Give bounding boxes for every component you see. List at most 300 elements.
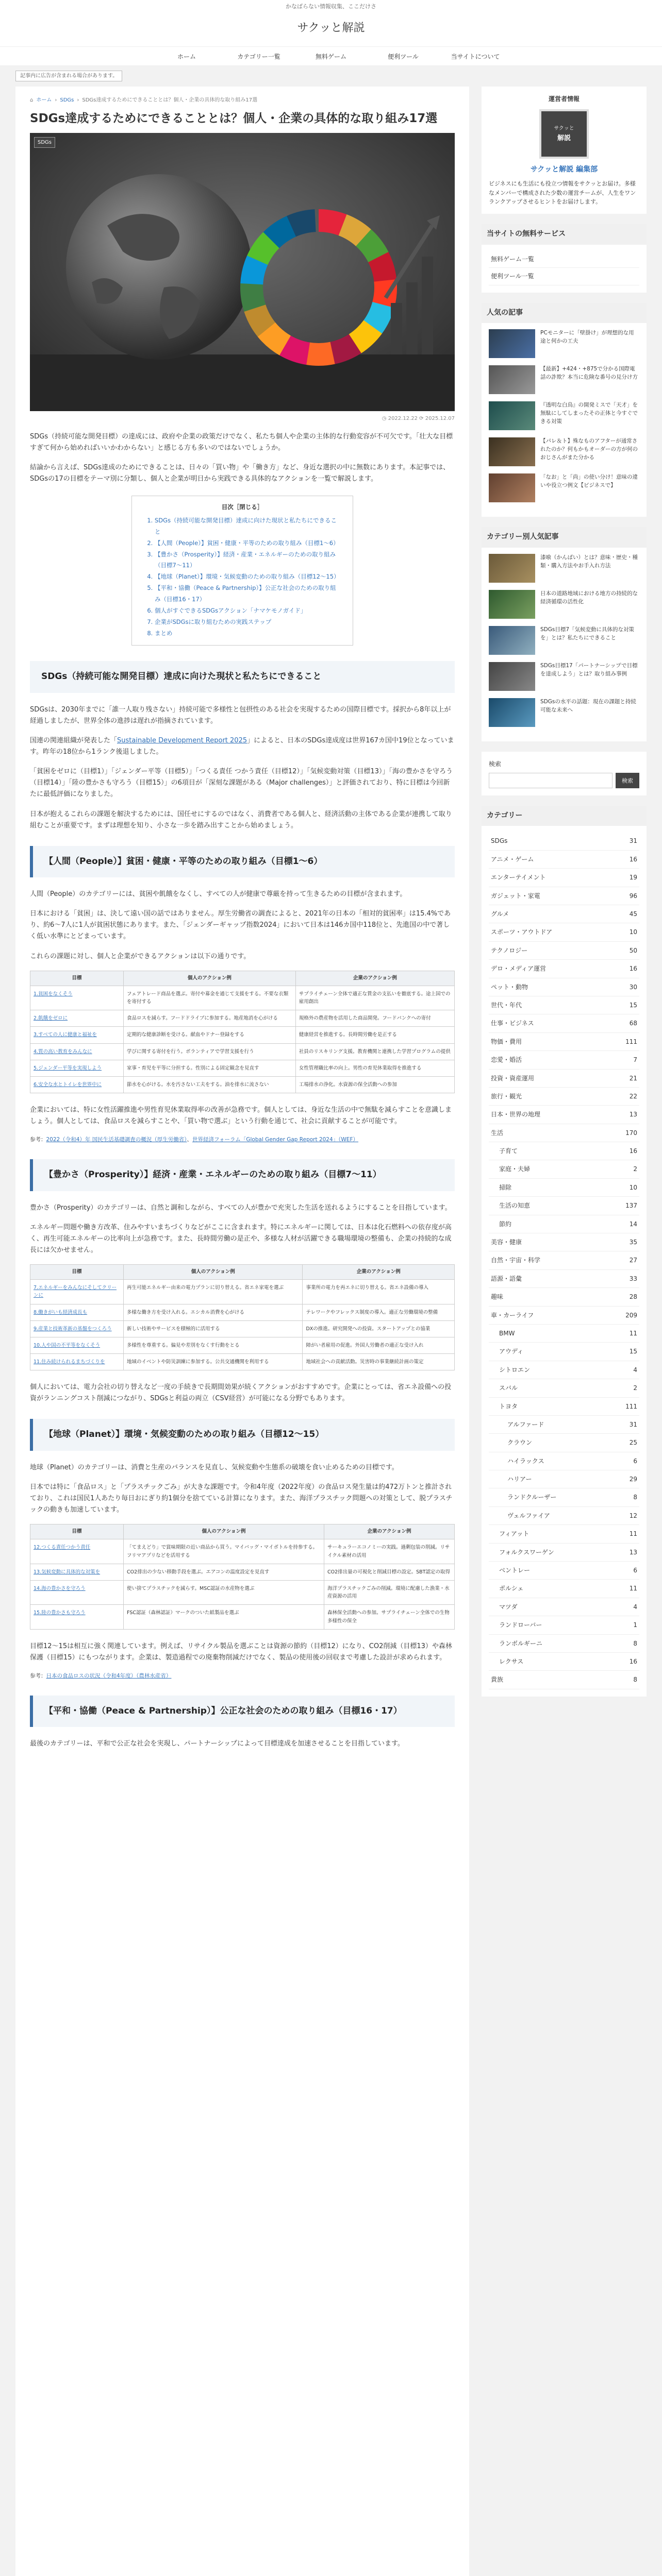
category-item[interactable] <box>489 1251 639 1269</box>
category-item[interactable] <box>489 1014 639 1032</box>
table-cell: 地域社会への貢献活動。災害時の事業継続計画の策定 <box>303 1354 455 1370</box>
category-name: SDGs <box>491 837 508 845</box>
category-item[interactable] <box>489 1398 639 1416</box>
table-cell: 森林保全活動への参加。サプライチェーン全体での生物多様性の保全 <box>324 1605 454 1629</box>
category-count: 25 <box>629 1439 637 1447</box>
post-thumbnail[interactable] <box>489 590 535 619</box>
list-item[interactable]: 漆喰（かんぱい）とは？意味・歴史・種類・購入方法やお手入れ方法 <box>489 554 639 583</box>
table-cell: 家事・育児を平等に分担する。性別による固定観念を見直す <box>124 1060 296 1076</box>
category-item[interactable] <box>489 1343 639 1361</box>
table-cell: 障がい者雇用の促進。外国人労働者の適正な受け入れ <box>303 1337 455 1353</box>
paragraph: エネルギー問題や働き方改革、住みやすいまちづくりなどがここに含まれます。特にエネルギーに関しては、日本は化石燃料への依存度が高く、再生可能エネルギーの比率向上が急務です。また、長時間労働の是正や、多様な人材が活躍できる職場環境の整備も、企業の持続的な成長には欠かせません。 <box>30 1223 452 1254</box>
section-heading: 【人間（People）】貧困・健康・平等のための取り組み（目標1〜6） <box>30 846 455 878</box>
home-icon: ⌂ <box>30 97 34 104</box>
post-thumbnail[interactable] <box>489 554 535 583</box>
category-posts-widget <box>482 527 647 741</box>
list-item[interactable]: 日本の道路地域における地方の持続的な経済循環の活性化 <box>489 590 639 619</box>
popular-posts-widget <box>482 303 647 517</box>
category-count: 16 <box>629 855 637 863</box>
paragraph: これらの課題に対し、個人と企業ができるアクションは以下の通りです。 <box>30 952 251 960</box>
category-count: 45 <box>629 910 637 918</box>
refresh-icon: ⟳ <box>419 416 424 422</box>
table-cell: フェアトレード商品を選ぶ。寄付や募金を通じて支援をする。不要な衣類を寄付する <box>124 986 296 1010</box>
list-item[interactable]: 【最新】+424・+875で分かる国際電話の詐欺？本当に危険な番号の見分け方 <box>489 365 639 394</box>
avatar: サクッと 解説 <box>539 109 589 159</box>
category-item[interactable] <box>489 1124 639 1142</box>
category-name: 投資・資産運用 <box>491 1074 535 1082</box>
toc-item[interactable]: 7. 企業がSDGsに取り組むための実践ステップ <box>155 617 341 628</box>
goal-link[interactable]: 1.貧困をなくそう <box>34 991 73 997</box>
table-cell: 健康経営を推進する。長時間労働を是正する <box>295 1027 454 1043</box>
category-item[interactable] <box>489 960 639 978</box>
category-count: 11 <box>629 1585 637 1592</box>
planet-actions-table <box>30 1524 455 1629</box>
source-link[interactable]: 日本の食品ロスの状況（令和4年度）（農林水産省） <box>46 1672 172 1679</box>
category-name: ハリアー <box>507 1476 532 1483</box>
table-header: 個人のアクション例 <box>124 971 296 986</box>
table-row <box>30 1337 455 1353</box>
category-name: 家庭・夫婦 <box>499 1165 531 1173</box>
table-row <box>30 1027 455 1043</box>
toc-item[interactable]: 5. 【平和・協働（Peace & Partnership）】公正な社会のための取り組み（目標16・17） <box>155 583 341 605</box>
list-item[interactable]: 「なお」と「尚」の使い分け！意味の違いや役立つ例文【ビジネスで】 <box>489 473 639 502</box>
table-header: 企業のアクション例 <box>295 971 454 986</box>
category-name: グルメ <box>491 910 509 918</box>
category-count: 28 <box>629 1293 637 1301</box>
category-item[interactable] <box>489 1288 639 1306</box>
profile-name[interactable]: サクッと解説 編集部 <box>530 165 598 174</box>
category-count: 209 <box>625 1311 637 1319</box>
category-count: 7 <box>633 1056 637 1064</box>
category-count: 22 <box>629 1092 637 1100</box>
category-name: 子育て <box>499 1147 518 1155</box>
category-name: ベントレー <box>499 1567 531 1574</box>
section-heading: 【豊かさ（Prosperity）】経済・産業・エネルギーのための取り組み（目標7〜11） <box>30 1159 455 1191</box>
category-name: ランドクルーザー <box>507 1494 557 1501</box>
table-row <box>30 1581 455 1605</box>
category-item[interactable] <box>489 1635 639 1653</box>
date-published: 2022.12.22 <box>388 416 418 422</box>
category-name: 自然・宇宙・科学 <box>491 1257 541 1264</box>
table-cell: 多様性を尊重する。偏見や差別をなくす行動をとる <box>124 1337 303 1353</box>
category-item[interactable] <box>489 996 639 1014</box>
goal-link[interactable]: 9.産業と技術革新の基盤をつくろう <box>34 1326 112 1332</box>
category-badge[interactable]: SDGs <box>34 137 55 148</box>
table-cell: 新しい技術やサービスを積極的に活用する <box>124 1320 303 1337</box>
table-cell: FSC認証（森林認証）マークのついた紙製品を選ぶ <box>124 1605 324 1629</box>
goal-link[interactable]: 2.飢餓をゼロに <box>34 1015 68 1022</box>
breadcrumb <box>30 96 455 105</box>
post-thumbnail[interactable] <box>489 365 535 394</box>
table-cell: 工場排水の浄化。水資源の保全活動への参加 <box>295 1076 454 1093</box>
category-count: 31 <box>629 1420 637 1428</box>
goal-link[interactable]: 4.質の高い教育をみんなに <box>34 1048 92 1055</box>
category-name: ペット・動物 <box>491 983 528 991</box>
toc-item[interactable]: 1. SDGs（持続可能な開発目標）達成に向けた現状と私たちにできること <box>155 515 341 538</box>
category-item[interactable] <box>489 1452 639 1470</box>
category-name: シトロエン <box>499 1366 531 1374</box>
category-name: フォルクスワーゲン <box>499 1548 554 1556</box>
source-link[interactable]: 世界経済フォーラム「Global Gender Gap Report 2024」（WEF） <box>192 1137 358 1143</box>
breadcrumb-current: SDGs達成するためにできることとは？個人・企業の具体的な取り組み17選 <box>82 97 258 104</box>
table-cell: 使い捨てプラスチックを減らす。MSC認証の水産物を選ぶ <box>124 1581 324 1605</box>
toc-item[interactable]: 8. まとめ <box>155 628 341 639</box>
global-nav <box>0 46 662 66</box>
category-name: 旅行・観光 <box>491 1092 522 1100</box>
category-name: 趣味 <box>491 1293 504 1301</box>
category-count: 8 <box>633 1494 637 1501</box>
goal-link[interactable]: 8.働きがいも経済成長も <box>34 1309 88 1315</box>
services-widget <box>482 224 647 293</box>
category-name: スポーツ・アウトドア <box>491 928 553 936</box>
breadcrumb-home[interactable]: ホーム <box>36 97 52 104</box>
profile-desc: ビジネスにも生活にも役立つ情報をサクッとお届け。多様なメンバーで構成された少数の運営チームが、人生をワンランクアップさせるヒントをお届けします。 <box>489 180 636 206</box>
widget-title: カテゴリー別人気記事 <box>482 527 647 548</box>
category-item[interactable] <box>489 1525 639 1543</box>
breadcrumb-category[interactable]: SDGs <box>60 97 74 104</box>
category-item[interactable] <box>489 1215 639 1233</box>
prosperity-actions-table <box>30 1264 455 1370</box>
ad-notice: 記事内に広告が含まれる場合があります。 <box>15 71 122 81</box>
category-item[interactable] <box>489 1580 639 1598</box>
category-name: アルファード <box>507 1420 544 1428</box>
eyecatch-image <box>30 133 455 411</box>
search-button[interactable]: 検索 <box>616 773 639 788</box>
sources: 参考：2022（令和4）年 国民生活基礎調査の概況（厚生労働省）、世界経済フォーラム「Global Gender Gap Report 2024」（WEF） <box>30 1137 358 1143</box>
category-item[interactable] <box>489 1653 639 1671</box>
category-count: 21 <box>629 1074 637 1082</box>
category-name: BMW <box>499 1329 515 1337</box>
table-header: 個人のアクション例 <box>124 1265 303 1280</box>
profile-widget <box>482 87 647 214</box>
category-count: 8 <box>633 1676 637 1684</box>
category-item[interactable] <box>489 1160 639 1178</box>
profile-heading: 運営者情報 <box>548 95 580 103</box>
table-cell: 「てまえどり」で賞味期限の近い商品から買う。マイバッグ・マイボトルを持参する。フリマアプリなどを活用する <box>124 1539 324 1564</box>
category-name: 生活 <box>491 1129 504 1137</box>
goal-link[interactable]: 5.ジェンダー平等を実現しよう <box>34 1065 102 1071</box>
table-row <box>30 1043 455 1060</box>
category-item[interactable] <box>489 1507 639 1525</box>
category-name: ガジェット・家電 <box>491 892 540 900</box>
category-name: デロ・メディア運営 <box>491 965 547 973</box>
category-count: 96 <box>629 892 637 900</box>
table-row <box>30 1354 455 1370</box>
nav-about[interactable]: 当サイトについて <box>451 53 500 60</box>
category-count: 15 <box>629 1348 637 1355</box>
toc-item[interactable]: 3. 【豊かさ（Prosperity）】経済・産業・エネルギーのための取り組み（目標7〜11） <box>155 549 341 572</box>
category-item[interactable] <box>489 1488 639 1506</box>
category-item[interactable] <box>489 1671 639 1689</box>
goal-link[interactable]: 12.つくる責任つかう責任 <box>34 1545 91 1551</box>
list-item[interactable]: SDGs目標17「パートナーシップで目標を達成しよう」とは？取り組み事例 <box>489 662 639 691</box>
categories-widget <box>482 806 647 1697</box>
category-name: テクノロジー <box>491 946 528 954</box>
category-count: 11 <box>629 1530 637 1538</box>
category-name: エンターテイメント <box>491 874 546 882</box>
category-count: 4 <box>633 1366 637 1374</box>
list-item[interactable]: SDGsの水平の話題：現在の課題と持続可能な未来へ <box>489 698 639 727</box>
post-thumbnail[interactable] <box>489 401 535 430</box>
category-count: 13 <box>629 1111 637 1118</box>
category-count: 16 <box>629 1658 637 1665</box>
category-count: 27 <box>629 1257 637 1264</box>
post-thumbnail[interactable] <box>489 662 535 691</box>
paragraph: 「貧困をゼロに（目標1）」「ジェンダー平等（目標5）」「つくる責任 つかう責任（目標12）」「気候変動対策（目標13）」「海の豊かさを守ろう（目標14）」「陸の豊かさも守ろう（目標15）」の6項目が「深刻な課題がある（Major challenges）」と評価されており、特に目標は今回新たに最低評価になりました。 <box>30 768 453 799</box>
service-link[interactable]: 便利ツール一覧 <box>489 268 639 285</box>
table-cell: 食品ロスを減らす。フードドライブに参加する。地産地消を心がける <box>124 1010 296 1027</box>
list-item[interactable]: 【パレ＆ト】殊なものアフターが通常されたのか？何もかもオーダーの方が何のおじさんがまた分かる <box>489 437 639 466</box>
table-header: 企業のアクション例 <box>303 1265 455 1280</box>
list-item[interactable]: PCモニターに「壁掛け」が理想的な用途と何かの工夫 <box>489 329 639 358</box>
category-item[interactable] <box>489 851 639 869</box>
category-name: 物価・費用 <box>491 1038 522 1045</box>
category-count: 4 <box>633 1603 637 1611</box>
nav-categories[interactable]: カテゴリー一覧 <box>237 53 280 60</box>
category-count: 30 <box>629 983 637 991</box>
category-name: 仕事・ビジネス <box>491 1020 534 1027</box>
category-name: ランドローバー <box>499 1621 542 1629</box>
category-name: マツダ <box>499 1603 518 1611</box>
category-name: 日本・世界の地理 <box>491 1111 541 1118</box>
category-name: 語源・語彙 <box>491 1275 522 1282</box>
table-header: 目標 <box>30 1265 124 1280</box>
post-thumbnail[interactable] <box>489 437 535 466</box>
table-row <box>30 986 455 1010</box>
post-thumbnail[interactable] <box>489 626 535 655</box>
table-cell: 学びに関する寄付を行う。ボランティアで学習支援を行う <box>124 1043 296 1060</box>
category-item[interactable] <box>489 1197 639 1215</box>
toc-item[interactable]: 4. 【地球（Planet）】環境・気候変動のための取り組み（目標12〜15） <box>155 571 341 583</box>
table-header: 目標 <box>30 1524 124 1539</box>
table-cell: 定期的な健康診断を受ける。献血やドナー登録をする <box>124 1027 296 1043</box>
page-title: SDGs達成するためにできることとは？個人・企業の具体的な取り組み17選 <box>30 112 438 126</box>
table-row <box>30 1010 455 1027</box>
category-name: 世代・年代 <box>491 1001 522 1009</box>
category-item[interactable] <box>489 869 639 887</box>
search-input[interactable] <box>489 773 613 788</box>
category-item[interactable] <box>489 1470 639 1488</box>
category-count: 111 <box>625 1402 637 1410</box>
table-row <box>30 1076 455 1093</box>
category-count: 10 <box>629 1183 637 1191</box>
category-item[interactable] <box>489 1233 639 1251</box>
category-item[interactable] <box>489 1070 639 1088</box>
category-item[interactable] <box>489 905 639 923</box>
category-name: 掃除 <box>499 1183 512 1191</box>
sources: 参考：日本の食品ロスの状況（令和4年度）（農林水産省） <box>30 1672 172 1679</box>
category-item[interactable] <box>489 978 639 996</box>
category-item[interactable] <box>489 1179 639 1197</box>
category-count: 10 <box>629 928 637 936</box>
service-link[interactable]: 無料ゲーム一覧 <box>489 251 639 268</box>
table-header: 個人のアクション例 <box>124 1524 324 1539</box>
nav-home[interactable]: ホーム <box>177 53 196 60</box>
category-item[interactable] <box>489 923 639 941</box>
category-name: ハイラックス <box>507 1457 544 1465</box>
category-item[interactable] <box>489 1562 639 1580</box>
goal-link[interactable]: 14.海の豊かさを守ろう <box>34 1586 86 1592</box>
section-heading: 【地球（Planet）】環境・気候変動のための取り組み（目標12〜15） <box>30 1419 455 1451</box>
category-name: フィアット <box>499 1530 529 1538</box>
paragraph: 国連の関連組織が発表した「Sustainable Development Report 2025」によると、日本のSDGs達成度は世界167カ国中19位となっています。昨年の18位から1ランク後退しました。 <box>30 737 454 756</box>
clock-icon: ◷ <box>382 416 387 422</box>
table-cell: DXの推進。研究開発への投資。スタートアップとの協業 <box>303 1320 455 1337</box>
category-item[interactable] <box>489 1379 639 1397</box>
category-name: 節約 <box>499 1220 512 1228</box>
toc-title[interactable]: 目次［閉じる］ <box>221 503 263 511</box>
table-cell: テレワークやフレックス制度の導入。適正な労働環境の整備 <box>303 1304 455 1320</box>
category-count: 15 <box>629 1001 637 1009</box>
table-cell: 節水を心がける。水を汚さない工夫をする。油を排水に流さない <box>124 1076 296 1093</box>
category-item[interactable] <box>489 887 639 905</box>
category-count: 2 <box>633 1165 637 1173</box>
toc-item[interactable]: 6. 個人がすぐできるSDGsアクション「ナマケモノガイド」 <box>155 605 341 617</box>
intro-paragraph-1: SDGs（持続可能な開発目標）の達成には、政府や企業の政策だけでなく、私たち個人や企業の主体的な行動変容が不可欠です。「壮大な目標すぎて何から始めればいいかわからない」と感じる方も多いのではないでしょうか。 <box>30 433 453 452</box>
category-count: 33 <box>629 1275 637 1282</box>
section-heading: SDGs（持続可能な開発目標）達成に向けた現状と私たちにできること <box>30 661 455 693</box>
category-count: 137 <box>625 1202 637 1210</box>
paragraph: 企業においては、特に女性活躍推進や男性育児休業取得率の改善が急務です。個人としては、身近な生活の中で無駄を減らすことを意識しましょう。個人としては、食品ロスを減らすことや、「買い物で選ぶ」という行動を通じて、社会に貢献することが可能です。 <box>30 1106 452 1126</box>
table-cell: 事業所の電力を再エネに切り替える。省エネ設備の導入 <box>303 1280 455 1304</box>
category-name: 美容・健康 <box>491 1239 522 1246</box>
category-item[interactable] <box>489 1361 639 1379</box>
table-row <box>30 1280 455 1304</box>
people-actions-table <box>30 971 455 1093</box>
search-widget <box>482 752 647 795</box>
site-title[interactable]: サクッと解説 <box>297 22 365 35</box>
category-count: 6 <box>633 1567 637 1574</box>
table-cell: 地域のイベントや防災訓練に参加する。公共交通機関を利用する <box>124 1354 303 1370</box>
category-count: 12 <box>629 1512 637 1519</box>
goal-link[interactable]: 6.安全な水とトイレを世界中に <box>34 1081 102 1088</box>
table-cell: 社員のリスキリング支援。教育機関と連携した学習プログラムの提供 <box>295 1043 454 1060</box>
nav-free-games[interactable]: 無料ゲーム <box>315 53 346 60</box>
paragraph: 豊かさ（Prosperity）のカテゴリーは、自然と調和しながら、すべての人が豊かで充実した生活を送れるようにすることを目指しています。 <box>30 1204 452 1212</box>
paragraph: 最後のカテゴリーは、平和で公正な社会を実現し、パートナーシップによって目標達成を加速させることを目指しています。 <box>30 1740 404 1748</box>
table-cell: 規格外の農産物を活用した商品開発。フードバンクへの寄付 <box>295 1010 454 1027</box>
table-cell: 女性管理職比率の向上。男性の育児休業取得を推進する <box>295 1060 454 1076</box>
category-item[interactable] <box>489 1270 639 1288</box>
category-count: 19 <box>629 874 637 882</box>
category-name: ポルシェ <box>499 1585 524 1592</box>
goal-link[interactable]: 7.エネルギーをみんなにそしてクリーンに <box>34 1285 117 1299</box>
post-thumbnail[interactable] <box>489 698 535 727</box>
category-count: 8 <box>633 1639 637 1647</box>
category-item[interactable] <box>489 1307 639 1325</box>
intro-paragraph-2: 結論から言えば、SDGs達成のためにできることは、日々の「買い物」や「働き方」など、身近な選択の中に無数にあります。本記事では、SDGsの17の目標をテーマ別に分類し、個人と企業が明日から実践できる具体的なアクションを一覧で解説します。 <box>30 464 450 483</box>
table-of-contents <box>131 496 353 646</box>
category-count: 2 <box>633 1384 637 1392</box>
category-item[interactable] <box>489 1106 639 1124</box>
table-cell: サプライチェーン全体で適正な賃金の支払いを徹底する。途上国での雇用創出 <box>295 986 454 1010</box>
category-item[interactable] <box>489 1325 639 1343</box>
chevron-right-icon: › <box>77 97 79 104</box>
category-item[interactable] <box>489 832 639 850</box>
goal-link[interactable]: 10.人や国の不平等をなくそう <box>34 1342 101 1348</box>
category-item[interactable] <box>489 1051 639 1069</box>
table-cell: 再生可能エネルギー由来の電力プランに切り替える。省エネ家電を選ぶ <box>124 1280 303 1304</box>
goal-link[interactable]: 15.陸の豊かさも守ろう <box>34 1610 86 1616</box>
paragraph: 日本における「貧困」は、決して遠い国の話ではありません。厚生労働省の調査によると、2021年の日本の「相対的貧困率」は15.4%であり、約6〜7人に1人が貧困状態にあります。また、「ジェンダーギャップ指数2024」において日本は146カ国中118位と、先進国の中で著しく低い水準にとどまっています。 <box>30 910 451 941</box>
category-item[interactable] <box>489 1416 639 1434</box>
category-name: 貴族 <box>491 1676 504 1684</box>
category-item[interactable] <box>489 1616 639 1634</box>
category-count: 31 <box>629 837 637 845</box>
table-row <box>30 1539 455 1564</box>
category-count: 1 <box>633 1621 637 1629</box>
category-count: 6 <box>633 1457 637 1465</box>
table-cell: サーキュラーエコノミーの実践。過剰包装の削減。リサイクル素材の活用 <box>324 1539 454 1564</box>
chevron-right-icon: › <box>55 97 57 104</box>
category-count: 35 <box>629 1239 637 1246</box>
widget-title: カテゴリー <box>482 806 647 826</box>
category-item[interactable] <box>489 1598 639 1616</box>
category-item[interactable] <box>489 942 639 960</box>
category-count: 50 <box>629 946 637 954</box>
category-name: スバル <box>499 1384 518 1392</box>
table-row <box>30 1060 455 1076</box>
paragraph: 目標12〜15は相互に強く関連しています。例えば、リサイクル製品を選ぶことは資源の節約（目標12）になり、CO2削減（目標13）や森林保護（目標15）にもつながります。企業は、製造過程での廃棄物削減だけでなく、製品の使用後の回収まで考慮した設計が求められます。 <box>30 1642 452 1662</box>
section-heading: 【平和・協働（Peace & Partnership）】公正な社会のための取り組み（目標16・17） <box>30 1696 455 1727</box>
sdr-link[interactable]: Sustainable Development Report 2025 <box>117 737 247 745</box>
category-item[interactable] <box>489 1088 639 1106</box>
post-thumbnail[interactable] <box>489 473 535 502</box>
category-item[interactable] <box>489 1434 639 1452</box>
table-row <box>30 1605 455 1629</box>
paragraph: 人間（People）のカテゴリーには、貧困や飢餓をなくし、すべての人が健康で尊厳を持って生きるための目標が含まれます。 <box>30 890 407 899</box>
article-main <box>15 87 469 2576</box>
goal-link[interactable]: 3.すべての人に健康と福祉を <box>34 1032 97 1038</box>
post-thumbnail[interactable] <box>489 329 535 358</box>
globe-sdgs-illustration <box>30 133 455 411</box>
category-name: 車・カーライフ <box>491 1311 534 1319</box>
toc-item[interactable]: 2. 【人間（People）】貧困・健康・平等のための取り組み（目標1〜6） <box>155 538 341 549</box>
category-count: 170 <box>625 1129 637 1137</box>
category-count: 11 <box>629 1329 637 1337</box>
paragraph: 日本が抱えるこれらの課題を解決するためには、国任せにするのではなく、消費者である個人と、経済活動の主体である企業が連携して取り組むことが重要です。まずは理想を知り、小さな一歩を踏み出すことから始めましょう。 <box>30 810 452 829</box>
table-header: 企業のアクション例 <box>324 1524 454 1539</box>
category-item[interactable] <box>489 1142 639 1160</box>
sidebar <box>482 87 647 2576</box>
goal-link[interactable]: 13.気候変動に具体的な対策を <box>34 1569 101 1575</box>
category-name: ヴェルファイア <box>507 1512 550 1519</box>
category-count: 68 <box>629 1020 637 1027</box>
list-item[interactable]: SDGs目標7「気候変動に具体的な対策を」とは？私たちにできること <box>489 626 639 655</box>
paragraph: 日本では特に「食品ロス」と「プラスチックごみ」が大きな課題です。令和4年度（2022年度）の食品ロス発生量は約472万トンと推計されており、これは国民1人あたり毎日おにぎり約1個分を捨てている計算になります。また、海洋プラスチック問題への対策として、脱プラスチックの動きも加速しています。 <box>30 1483 453 1514</box>
category-name: 恋愛・婚活 <box>491 1056 522 1064</box>
paragraph: SDGsは、2030年までに「誰一人取り残さない」持続可能で多様性と包摂性のある社会を実現するための国際目標です。採択から8年以上が経過しましたが、世界全体の進捗は遅れが指摘されています。 <box>30 705 451 725</box>
category-name: アニメ・ゲーム <box>491 855 534 863</box>
category-name: 生活の知恵 <box>499 1202 531 1210</box>
category-name: トヨタ <box>499 1402 518 1410</box>
widget-title: 当サイトの無料サービス <box>482 224 647 245</box>
source-link[interactable]: 2022（令和4）年 国民生活基礎調査の概況（厚生労働省） <box>46 1137 187 1143</box>
paragraph: 個人においては、電力会社の切り替えなど一度の手続きで長期間効果が続くアクションがおすすめです。企業にとっては、省エネ設備への投資がランニングコスト削減につながり、SDGsと利益の両立（CSV経営）が可能になる分野でもあります。 <box>30 1383 452 1403</box>
nav-tools[interactable]: 便利ツール <box>388 53 419 60</box>
site-tagline: かなばらない情報収集、ここだけさ <box>286 3 376 10</box>
category-name: クラウン <box>507 1439 533 1447</box>
table-cell: 多様な働き方を受け入れる。エシカル消費を心がける <box>124 1304 303 1320</box>
category-item[interactable] <box>489 1033 639 1051</box>
table-row <box>30 1304 455 1320</box>
category-name: レクサス <box>499 1658 524 1665</box>
goal-link[interactable]: 11.住み続けられるまちづくりを <box>34 1359 105 1365</box>
category-count: 16 <box>629 1147 637 1155</box>
list-item[interactable]: 『透明な白鳥』の開発ミスで「天才」を無駄にしてしまったその正体と今すぐできる対策 <box>489 401 639 430</box>
date-updated: 2025.12.07 <box>425 416 455 422</box>
category-item[interactable] <box>489 1544 639 1562</box>
